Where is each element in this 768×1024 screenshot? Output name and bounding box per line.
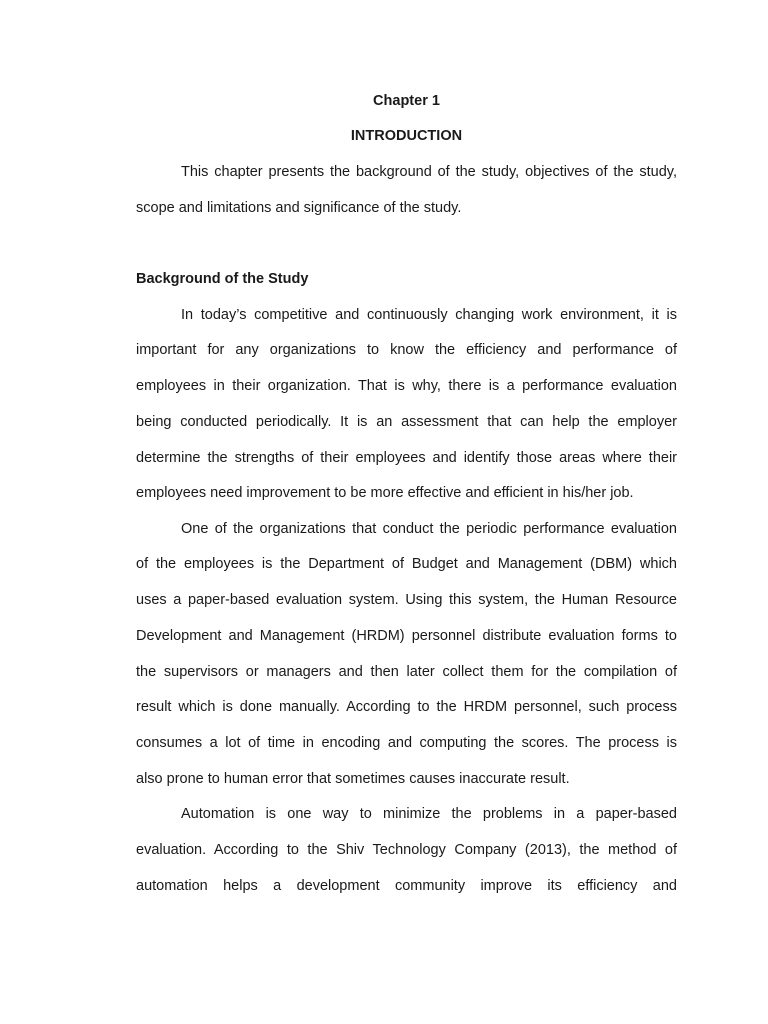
- paragraph-line: employees need improvement to be more effective and efficient in his/her job.: [136, 485, 634, 501]
- intro-line: This chapter presents the background of the study, objectives of the study,: [181, 164, 677, 180]
- paragraph-line: One of the organizations that conduct the periodic performance evaluation: [181, 521, 677, 537]
- section-heading: Background of the Study: [136, 271, 309, 287]
- intro-line: scope and limitations and significance of the study.: [136, 200, 462, 216]
- paragraph-line: automation helps a development community improve its efficiency and: [136, 878, 677, 894]
- chapter-title: INTRODUCTION: [350, 128, 463, 144]
- paragraph-line: being conducted periodically. It is an assessment that can help the employer: [136, 414, 677, 430]
- chapter-label: Chapter 1: [373, 93, 440, 109]
- paragraph-line: In today’s competitive and continuously changing work environment, it is: [181, 307, 677, 323]
- paragraph-line: determine the strengths of their employees and identify those areas where their: [136, 450, 677, 466]
- paragraph-line: result which is done manually. According to the HRDM personnel, such process: [136, 699, 677, 715]
- paragraph-line: uses a paper-based evaluation system. Using this system, the Human Resource: [136, 592, 677, 608]
- paragraph-line: also prone to human error that sometimes causes inaccurate result.: [136, 771, 570, 787]
- paragraph-line: of the employees is the Department of Budget and Management (DBM) which: [136, 556, 677, 572]
- paragraph-line: Automation is one way to minimize the problems in a paper-based: [181, 806, 677, 822]
- paragraph-line: important for any organizations to know the efficiency and performance of: [136, 342, 677, 358]
- paragraph-line: employees in their organization. That is why, there is a performance evaluation: [136, 378, 677, 394]
- paragraph-line: evaluation. According to the Shiv Technology Company (2013), the method of: [136, 842, 677, 858]
- paragraph-line: Development and Management (HRDM) personnel distribute evaluation forms to: [136, 628, 677, 644]
- paragraph-line: consumes a lot of time in encoding and computing the scores. The process is: [136, 735, 677, 751]
- paragraph-line: the supervisors or managers and then later collect them for the compilation of: [136, 664, 677, 680]
